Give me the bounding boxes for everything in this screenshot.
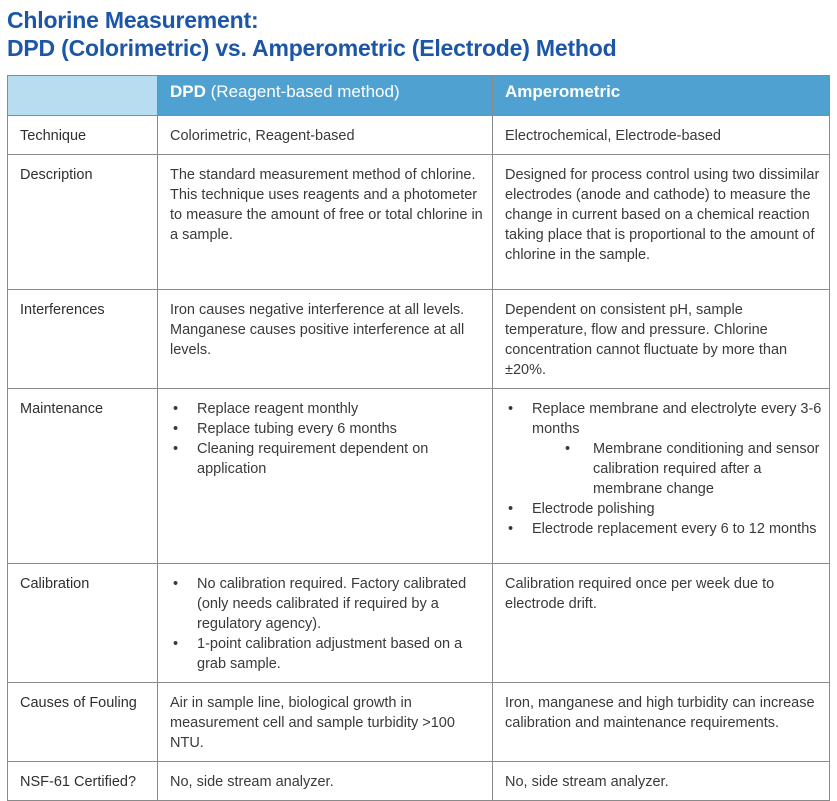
row-label-nsf: NSF-61 Certified? <box>8 762 158 801</box>
amp-maintenance-sublist <box>532 439 824 499</box>
header-blank-cell <box>8 76 158 116</box>
row-label-fouling: Causes of Fouling <box>8 683 158 762</box>
list-item: • Electrode replacement every 6 to 12 months <box>505 519 824 539</box>
cell-fouling-dpd: Air in sample line, biological growth in measurement cell and sample turbidity >100 NTU. <box>158 683 493 762</box>
row-label-interferences: Interferences <box>8 290 158 389</box>
cell-maintenance-dpd <box>158 389 493 564</box>
list-item-text: Replace membrane and electrolyte every 3-6 months <box>532 401 822 437</box>
dpd-calibration-list <box>170 574 487 674</box>
cell-interferences-dpd: Iron causes negative interference at all levels. Manganese causes positive interference at all levels. <box>158 290 493 389</box>
cell-interferences-amp: Dependent on consistent pH, sample temperature, flow and pressure. Chlorine concentration cannot fluctuate by more than ±20%. <box>493 290 830 389</box>
header-dpd <box>158 76 493 116</box>
header-amp-bold: Amperometric <box>505 82 621 101</box>
row-label-calibration: Calibration <box>8 564 158 683</box>
sub-list-item: • Membrane conditioning and sensor calibration required after a membrane change <box>559 439 824 499</box>
cell-nsf-amp: No, side stream analyzer. <box>493 762 830 801</box>
row-label-maintenance: Maintenance <box>8 389 158 564</box>
cell-technique-dpd: Colorimetric, Reagent-based <box>158 116 493 155</box>
title-line-2: DPD (Colorimetric) vs. Amperometric (Electrode) Method <box>7 35 617 61</box>
list-item: • Cleaning requirement dependent on application <box>170 439 487 479</box>
list-item <box>505 399 824 499</box>
header-dpd-rest: (Reagent-based method) <box>205 82 400 101</box>
cell-description-dpd: The standard measurement method of chlorine. This technique uses reagents and a photometer to measure the amount of free or total chlorine in a sample. <box>158 155 493 290</box>
row-label-description: Description <box>8 155 158 290</box>
cell-calibration-dpd <box>158 564 493 683</box>
header-amperometric <box>493 76 830 116</box>
list-item: • Replace reagent monthly <box>170 399 487 419</box>
list-item: • No calibration required. Factory calibrated (only needs calibrated if required by a regulatory agency). <box>170 574 487 634</box>
table-row <box>8 564 830 683</box>
amp-maintenance-list <box>505 399 824 539</box>
row-label-technique: Technique <box>8 116 158 155</box>
table-row <box>8 116 830 155</box>
dpd-maintenance-list <box>170 399 487 479</box>
table-row <box>8 683 830 762</box>
cell-fouling-amp: Iron, manganese and high turbidity can increase calibration and maintenance requirements. <box>493 683 830 762</box>
cell-maintenance-amp <box>493 389 830 564</box>
table-row <box>8 389 830 564</box>
header-dpd-bold: DPD <box>170 82 206 101</box>
table-row <box>8 155 830 290</box>
list-item: • Electrode polishing <box>505 499 824 519</box>
list-item: • Replace tubing every 6 months <box>170 419 487 439</box>
list-item: • 1-point calibration adjustment based on a grab sample. <box>170 634 487 674</box>
cell-calibration-amp: Calibration required once per week due to electrode drift. <box>493 564 830 683</box>
cell-nsf-dpd: No, side stream analyzer. <box>158 762 493 801</box>
comparison-table <box>7 75 830 801</box>
document-title <box>7 6 616 62</box>
cell-description-amp: Designed for process control using two dissimilar electrodes (anode and cathode) to measure the change in current based on a chemical reaction taking place that is proportional to the amount of chlorine in the sample. <box>493 155 830 290</box>
table-row <box>8 762 830 801</box>
table-header-row <box>8 76 830 116</box>
table-row <box>8 290 830 389</box>
title-line-1: Chlorine Measurement: <box>7 7 259 33</box>
cell-technique-amp: Electrochemical, Electrode-based <box>493 116 830 155</box>
